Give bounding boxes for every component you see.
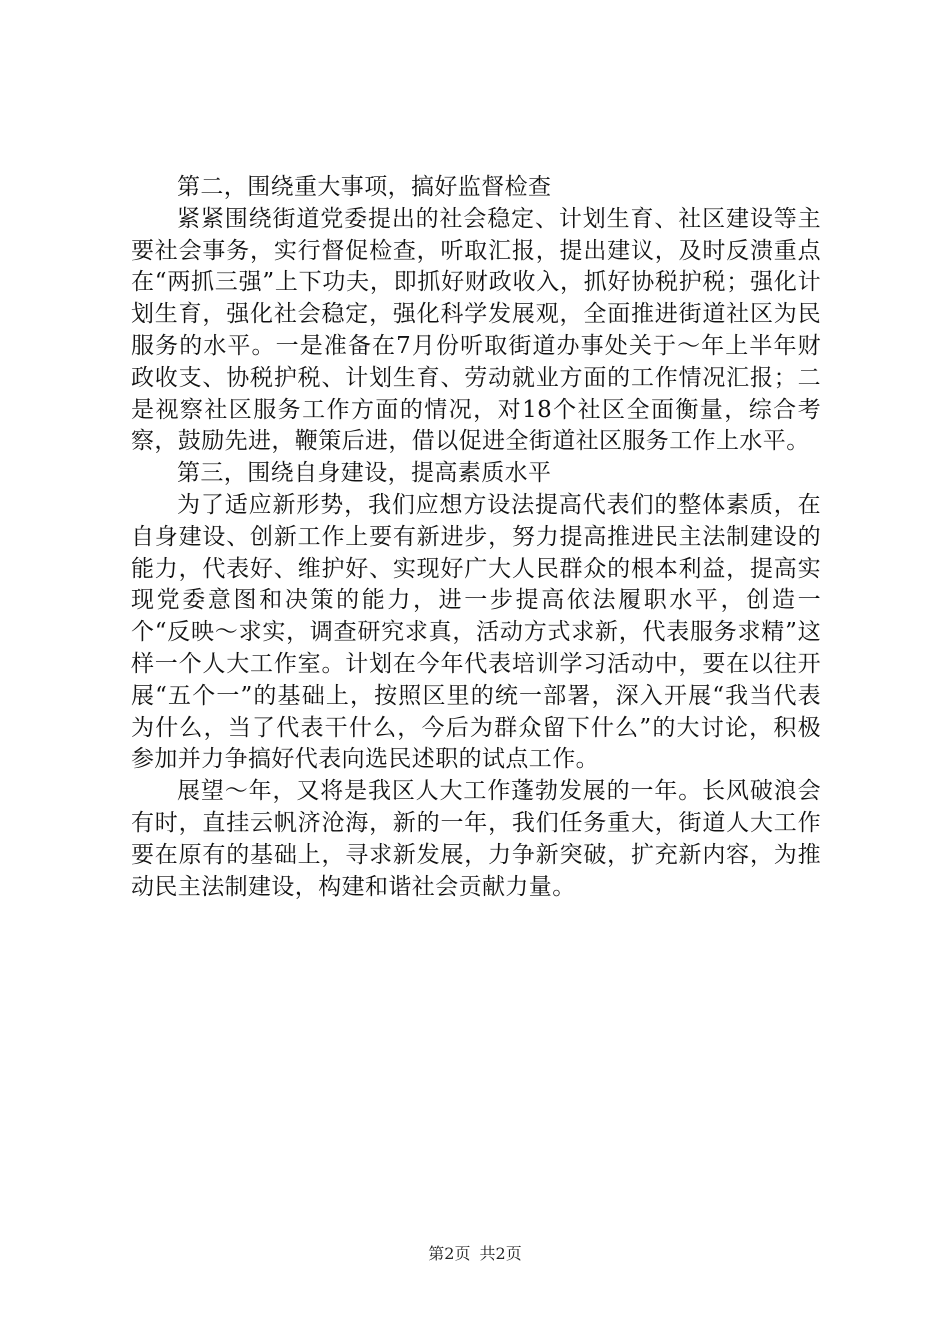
section-heading-supervision: 第二，围绕重大事项，搞好监督检查 bbox=[177, 174, 552, 200]
paragraph-supervision: 紧紧围绕街道党委提出的社会稳定、计划生育、社区建设等主要社会事务，实行督促检查，听取汇报，提出建议，及时反溃重点在“两抓三强”上下功夫，即抓好财政收入，抓好协税护税；强化计划生育，强化社会稳定，强化科学发展观，全面推进街道社区为民服务的水平。一是准备在7月份听取街道办事处关于～年上半年财政收支、协税护税、计划生育、劳动就业方面的工作情况汇报；二是视察社区服务工作方面的情况，对18个社区全面衡量，综合考察，鼓励先进，鞭策后进，借以促进全街道社区服务工作上水平。 bbox=[131, 205, 821, 455]
paragraph-self-building: 为了适应新形势，我们应想方设法提高代表们的整体素质，在自身建设、创新工作上要有新进步，努力提高推进民主法制建设的能力，代表好、维护好、实现好广大人民群众的根本利益，提高实现党委意图和决策的能力，进一步提高依法履职水平，创造一个“反映～求实，调查研究求真，活动方式求新，代表服务求精”这样一个人大工作室。计划在今年代表培训学习活动中，要在以往开展“五个一”的基础上，按照区里的统一部署，深入开展“我当代表为什么，当了代表干什么，今后为群众留下什么”的大讨论，积极参加并力争搞好代表向选民述职的试点工作。 bbox=[131, 491, 821, 773]
page-footer bbox=[0, 1244, 950, 1264]
page-number: 第2页 bbox=[428, 1244, 471, 1263]
document-body bbox=[131, 172, 821, 903]
page-total: 共2页 bbox=[479, 1244, 522, 1263]
section-heading-self-building: 第三，围绕自身建设，提高素质水平 bbox=[177, 460, 552, 487]
paragraph-outlook: 展望～年，又将是我区人大工作蓬勃发展的一年。长风破浪会有时，直挂云帆济沧海，新的一年，我们任务重大，街道人大工作要在原有的基础上，寻求新发展，力争新突破，扩充新内容，为推动民主法制建设，构建和谐社会贡献力量。 bbox=[131, 778, 821, 900]
